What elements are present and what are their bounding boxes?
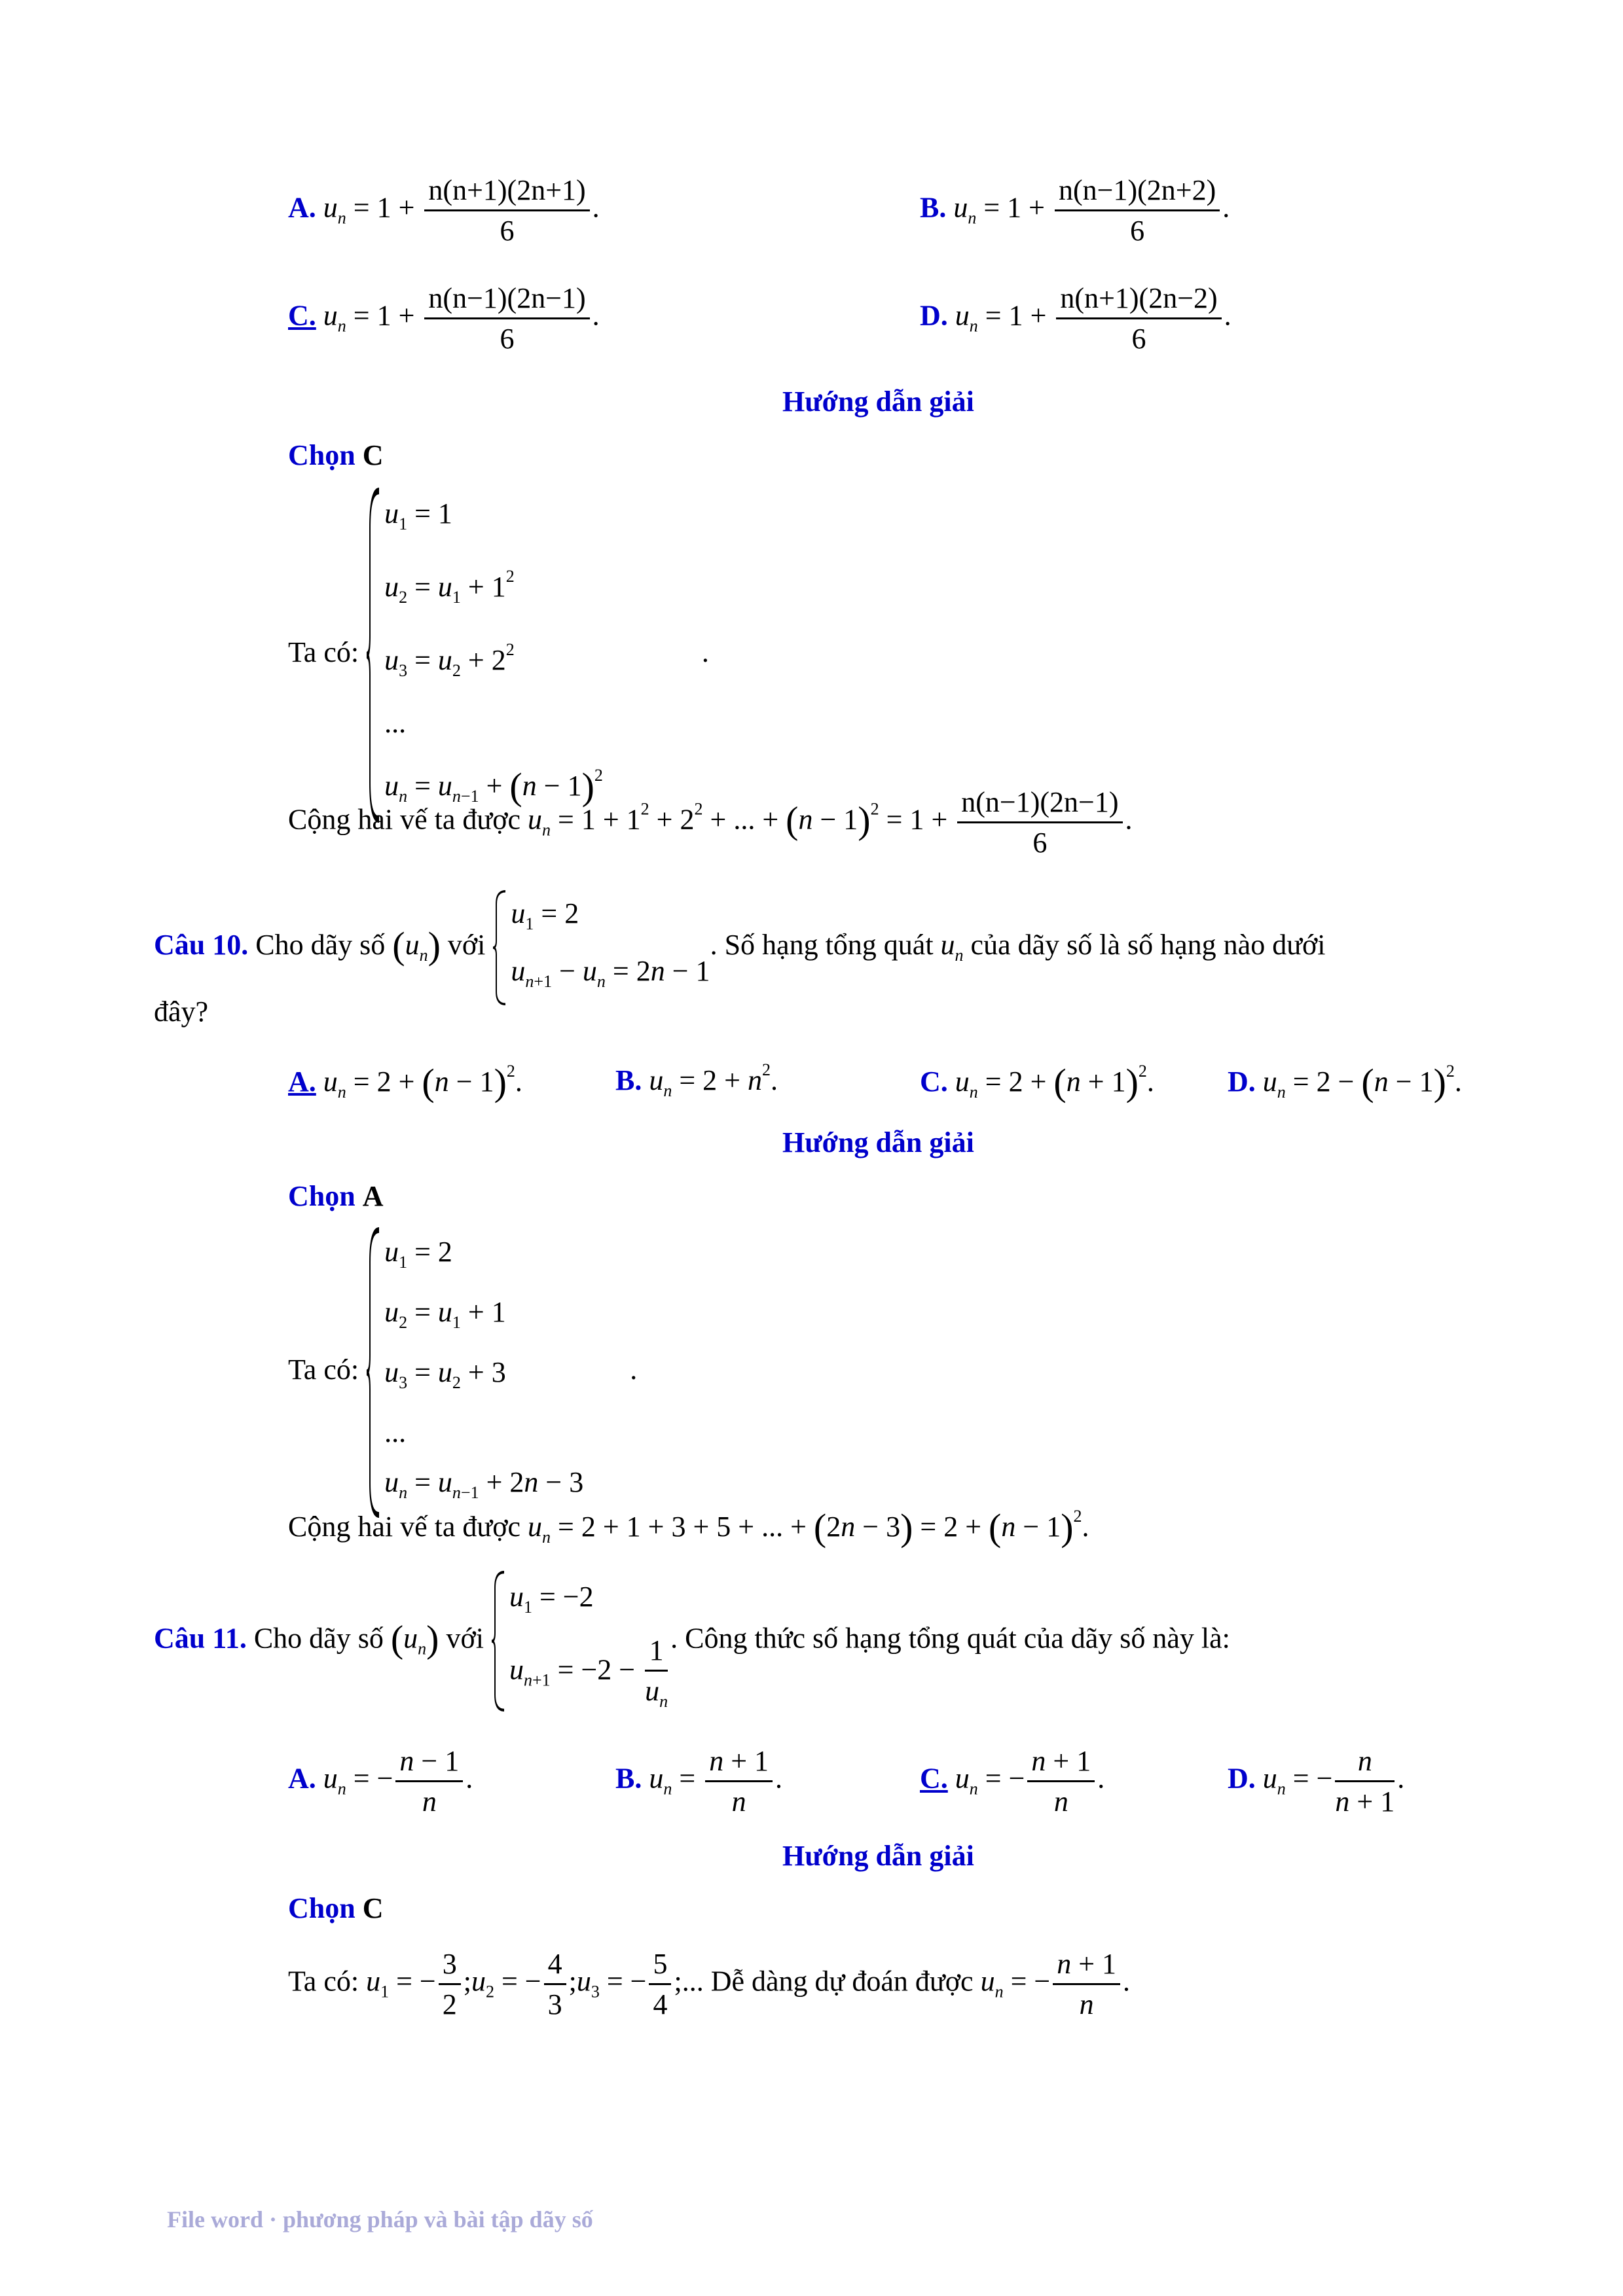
question-number: Câu 10. <box>154 929 249 961</box>
choice-label: Chọn <box>288 1180 356 1212</box>
fraction-numerator: n(n−1)(2n−1) <box>424 281 589 319</box>
q9-option-b: B. $u_n = 1$ + $\frac{n(n-1)(2n+2)}{6}$ . <box>920 174 1230 247</box>
q10-statement: Câu 10. Cho dãy số $(u_n)$ với $u_1 = 2$ $u_{n+1} - u_n = 2n - 1$ . Số hạng tổng quát $u_n$ của dãy số là số hạng nào dưới <box>154 890 1326 1005</box>
answer-choice <box>288 1179 384 1213</box>
fraction-denominator: 6 <box>1130 215 1145 247</box>
option-label: B. <box>920 191 947 224</box>
fraction-numerator: n(n−1)(2n+2) <box>1055 173 1220 211</box>
q9-option-c: C. $u_n = 1$ + $\frac{n(n-1)(2n-1)}{6}$ . <box>288 282 600 355</box>
question-text: của dãy số là số hạng nào dưới <box>970 929 1326 961</box>
fraction-denominator: 6 <box>1131 323 1146 355</box>
q9-option-a: A. $u_n = 1$ + $\frac{n(n+1)(2n+1)}{6}$ . <box>288 174 600 247</box>
fraction-numerator: n(n+1)(2n+1) <box>424 173 589 211</box>
ta-co-label: Ta có: <box>288 1354 359 1386</box>
option-label: D. <box>920 299 948 332</box>
fraction-denominator: 6 <box>500 215 515 247</box>
fraction-numerator: n(n+1)(2n−2) <box>1056 281 1221 319</box>
solution-heading: Hướng dẫn giải <box>782 1126 974 1158</box>
solution-heading: Hướng dẫn giải <box>782 1840 974 1872</box>
solution-heading: Hướng dẫn giải <box>782 386 974 418</box>
answer-choice <box>288 439 384 472</box>
choice-label: Chọn <box>288 1892 356 1924</box>
question-text: Cho dãy số <box>255 929 386 961</box>
q10-system: Ta có: $u_1 = 2$ $u_2 = u_1 + 1$ $u_3 = u_2 + 3$ ... $u_n = u_{n-1} + 2n - 3$ . <box>288 1227 637 1518</box>
option-label: A. <box>288 1066 316 1098</box>
option-label: B. <box>615 1762 642 1795</box>
choice-answer: C <box>362 1892 384 1924</box>
q10-option-b: B. $u_n = 2 + n^2$. <box>615 1060 778 1100</box>
q11-option-d: D. $u_n$ = − $\frac{n}{n + 1}$ . <box>1228 1745 1405 1818</box>
q11-option-b: B. $u_n$ = $\frac{n + 1}{n}$ . <box>615 1745 783 1818</box>
option-label: A. <box>288 1762 316 1795</box>
q9-option-d: D. $u_n = 1$ + $\frac{n(n+1)(2n-2)}{6}$ . <box>920 282 1231 355</box>
sum-label: Cộng hai vế ta được <box>288 1511 521 1543</box>
choice-label: Chọn <box>288 439 356 471</box>
question-text: với <box>447 929 486 961</box>
choice-answer: A <box>362 1180 384 1212</box>
option-label: D. <box>1228 1066 1256 1098</box>
predict-text: Dễ dàng dự đoán được <box>710 1965 974 1998</box>
q11-option-a: A. $u_n$ = − $\frac{n - 1}{n}$ . <box>288 1745 473 1818</box>
q10-option-d: D. $u_n = 2 - (n - 1)^2$. <box>1228 1061 1462 1103</box>
question-number: Câu 11. <box>154 1622 247 1655</box>
question-text: Cho dãy số <box>253 1622 384 1655</box>
question-text: với <box>446 1622 484 1655</box>
q11-solution: Ta có: $u_1$ = − $\frac{3}{2}$ $;u_2$ = − $\frac{4}{3}$ $;u_3$ = − $\frac{5}{4}$ ;... Dễ dàng dự đoán được $u_n$ = − $\frac{n + 1}{n}$ . <box>288 1948 1131 2020</box>
option-label: C. <box>920 1066 948 1098</box>
fraction-denominator: 6 <box>1032 827 1048 859</box>
option-label: B. <box>615 1064 642 1096</box>
fraction-denominator: 6 <box>500 323 515 355</box>
q11-option-c: C. $u_n$ = − $\frac{n + 1}{n}$ . <box>920 1745 1105 1818</box>
ta-co-label: Ta có: <box>288 1965 359 1998</box>
choice-answer: C <box>362 439 384 471</box>
fraction-numerator: n(n−1)(2n−1) <box>957 785 1122 823</box>
option-label: C. <box>288 299 316 332</box>
q11-statement: Câu 11. Cho dãy số $(u_n)$ với $u_1 = -2$ $u_{n+1} = -2$ − $\frac{1}{u_n}$ . Công thức số hạng tổng quát của dãy số này là: <box>154 1571 1230 1712</box>
question-text: . Số hạng tổng quát <box>710 929 934 961</box>
q10-option-a: A. $u_n = 2 + (n - 1)^2$. <box>288 1061 522 1103</box>
page-footer: File word · phương pháp và bài tập dãy số <box>167 2206 593 2233</box>
question-text: . Công thức số hạng tổng quát của dãy số này là: <box>670 1622 1230 1655</box>
q9-sum: Cộng hai vế ta được $u_n = 1 + 1^2 + 2^2$ + ... + $(n - 1)^2 = 1$ + $\frac{n(n-1)(2n-1)}{6}$ . <box>288 786 1133 859</box>
q10-statement-cont: đây? <box>154 996 209 1028</box>
q10-option-c: C. $u_n = 2 + (n + 1)^2$. <box>920 1061 1154 1103</box>
option-label: D. <box>1228 1762 1256 1795</box>
option-label: C. <box>920 1762 948 1795</box>
q9-system: Ta có: $u_1 = 1$ $u_2 = u_1 + 1^2$ $u_3 = u_2 + 2^2$ ... $u_n = u_{n-1} + (n - 1)^2$ . <box>288 488 709 823</box>
sum-label: Cộng hai vế ta được <box>288 803 521 836</box>
answer-choice <box>288 1892 384 1925</box>
option-label: A. <box>288 191 316 224</box>
q10-sum: Cộng hai vế ta được $u_n = 2 + 1 + 3 + 5$ + ... + $(2n - 3) = 2 + (n - 1)^2$. <box>288 1506 1089 1549</box>
ta-co-label: Ta có: <box>288 636 359 669</box>
